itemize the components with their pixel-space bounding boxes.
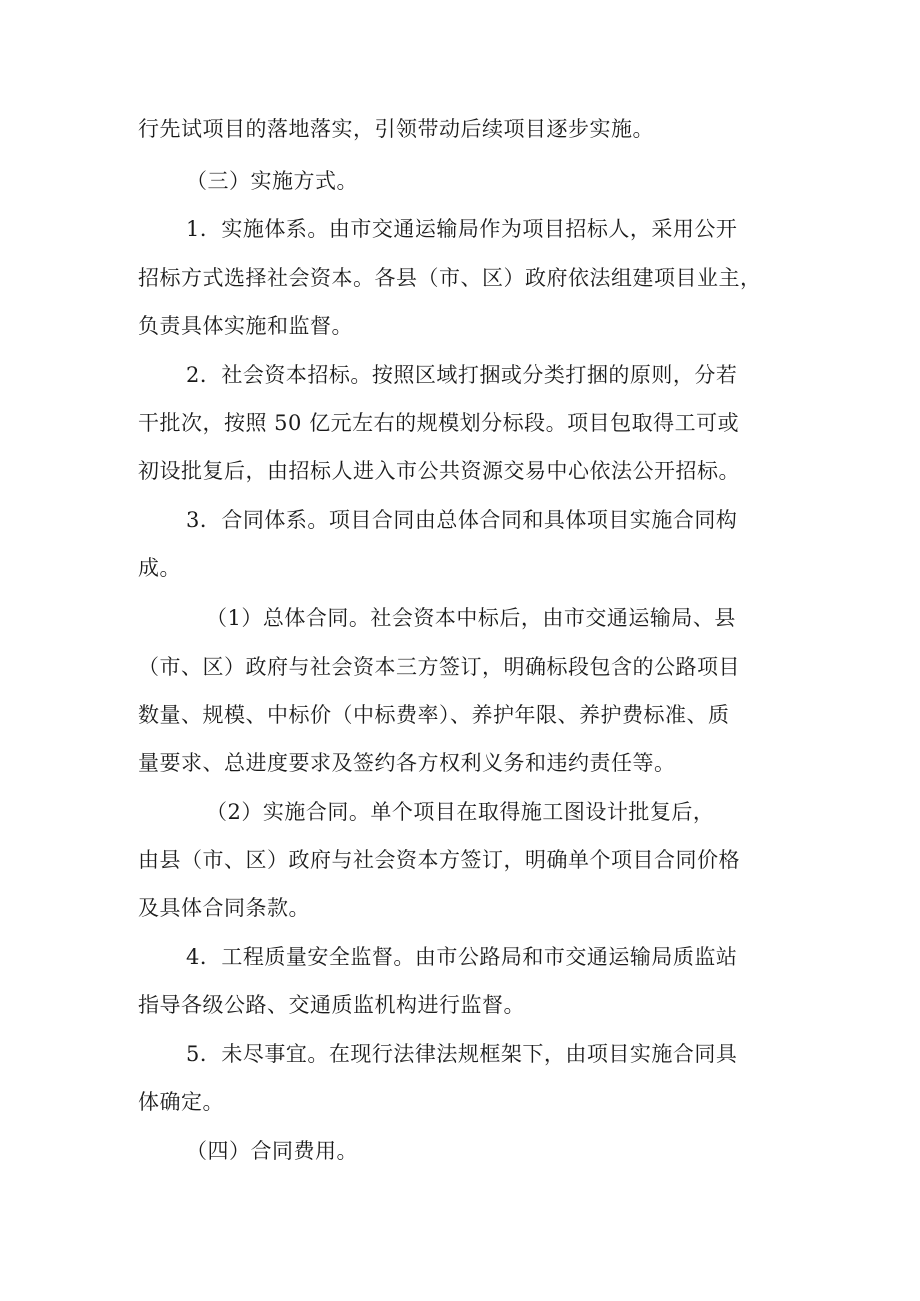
- paragraph-line: 招标方式选择社会资本。各县（市、区）政府依法组建项目业主，: [138, 266, 762, 290]
- section-heading: （四）合同费用。: [186, 1139, 358, 1163]
- paragraph-line: 由县（市、区）政府与社会资本方签订，明确单个项目合同价格: [138, 848, 740, 872]
- paragraph-line: 初设批复后，由招标人进入市公共资源交易中心依法公开招标。: [138, 459, 740, 483]
- paragraph-line: 成。: [138, 556, 181, 580]
- paragraph-line: 2．社会资本招标。按照区域打捆或分类打捆的原则，分若: [186, 363, 738, 387]
- paragraph-line: 量要求、总进度要求及签约各方权利义务和违约责任等。: [138, 751, 676, 775]
- paragraph-line: 数量、规模、中标价（中标费率）、养护年限、养护费标准、质: [138, 703, 730, 727]
- paragraph-line: 及具体合同条款。: [138, 896, 310, 920]
- paragraph-line: （1）总体合同。社会资本中标后，由市交通运输局、县: [206, 606, 736, 630]
- paragraph-line: 4．工程质量安全监督。由市公路局和市交通运输局质监站: [186, 945, 738, 969]
- paragraph-line: 指导各级公路、交通质监机构进行监督。: [138, 993, 525, 1017]
- paragraph-line: 负责具体实施和监督。: [138, 314, 353, 338]
- paragraph-line: 5．未尽事宜。在现行法律法规框架下，由项目实施合同具: [186, 1042, 738, 1066]
- paragraph-line: 干批次，按照 50 亿元左右的规模划分标段。项目包取得工可或: [138, 411, 740, 435]
- paragraph-line: 3．合同体系。项目合同由总体合同和具体项目实施合同构: [186, 508, 738, 532]
- paragraph-line: 体确定。: [138, 1090, 224, 1114]
- paragraph-line: 行先试项目的落地落实，引领带动后续项目逐步实施。: [138, 117, 654, 141]
- paragraph-line: （市、区）政府与社会资本三方签订，明确标段包含的公路项目: [138, 655, 740, 679]
- paragraph-line: 1．实施体系。由市交通运输局作为项目招标人，采用公开: [186, 217, 738, 241]
- section-heading: （三）实施方式。: [186, 169, 358, 193]
- paragraph-line: （2）实施合同。单个项目在取得施工图设计批复后，: [206, 800, 715, 824]
